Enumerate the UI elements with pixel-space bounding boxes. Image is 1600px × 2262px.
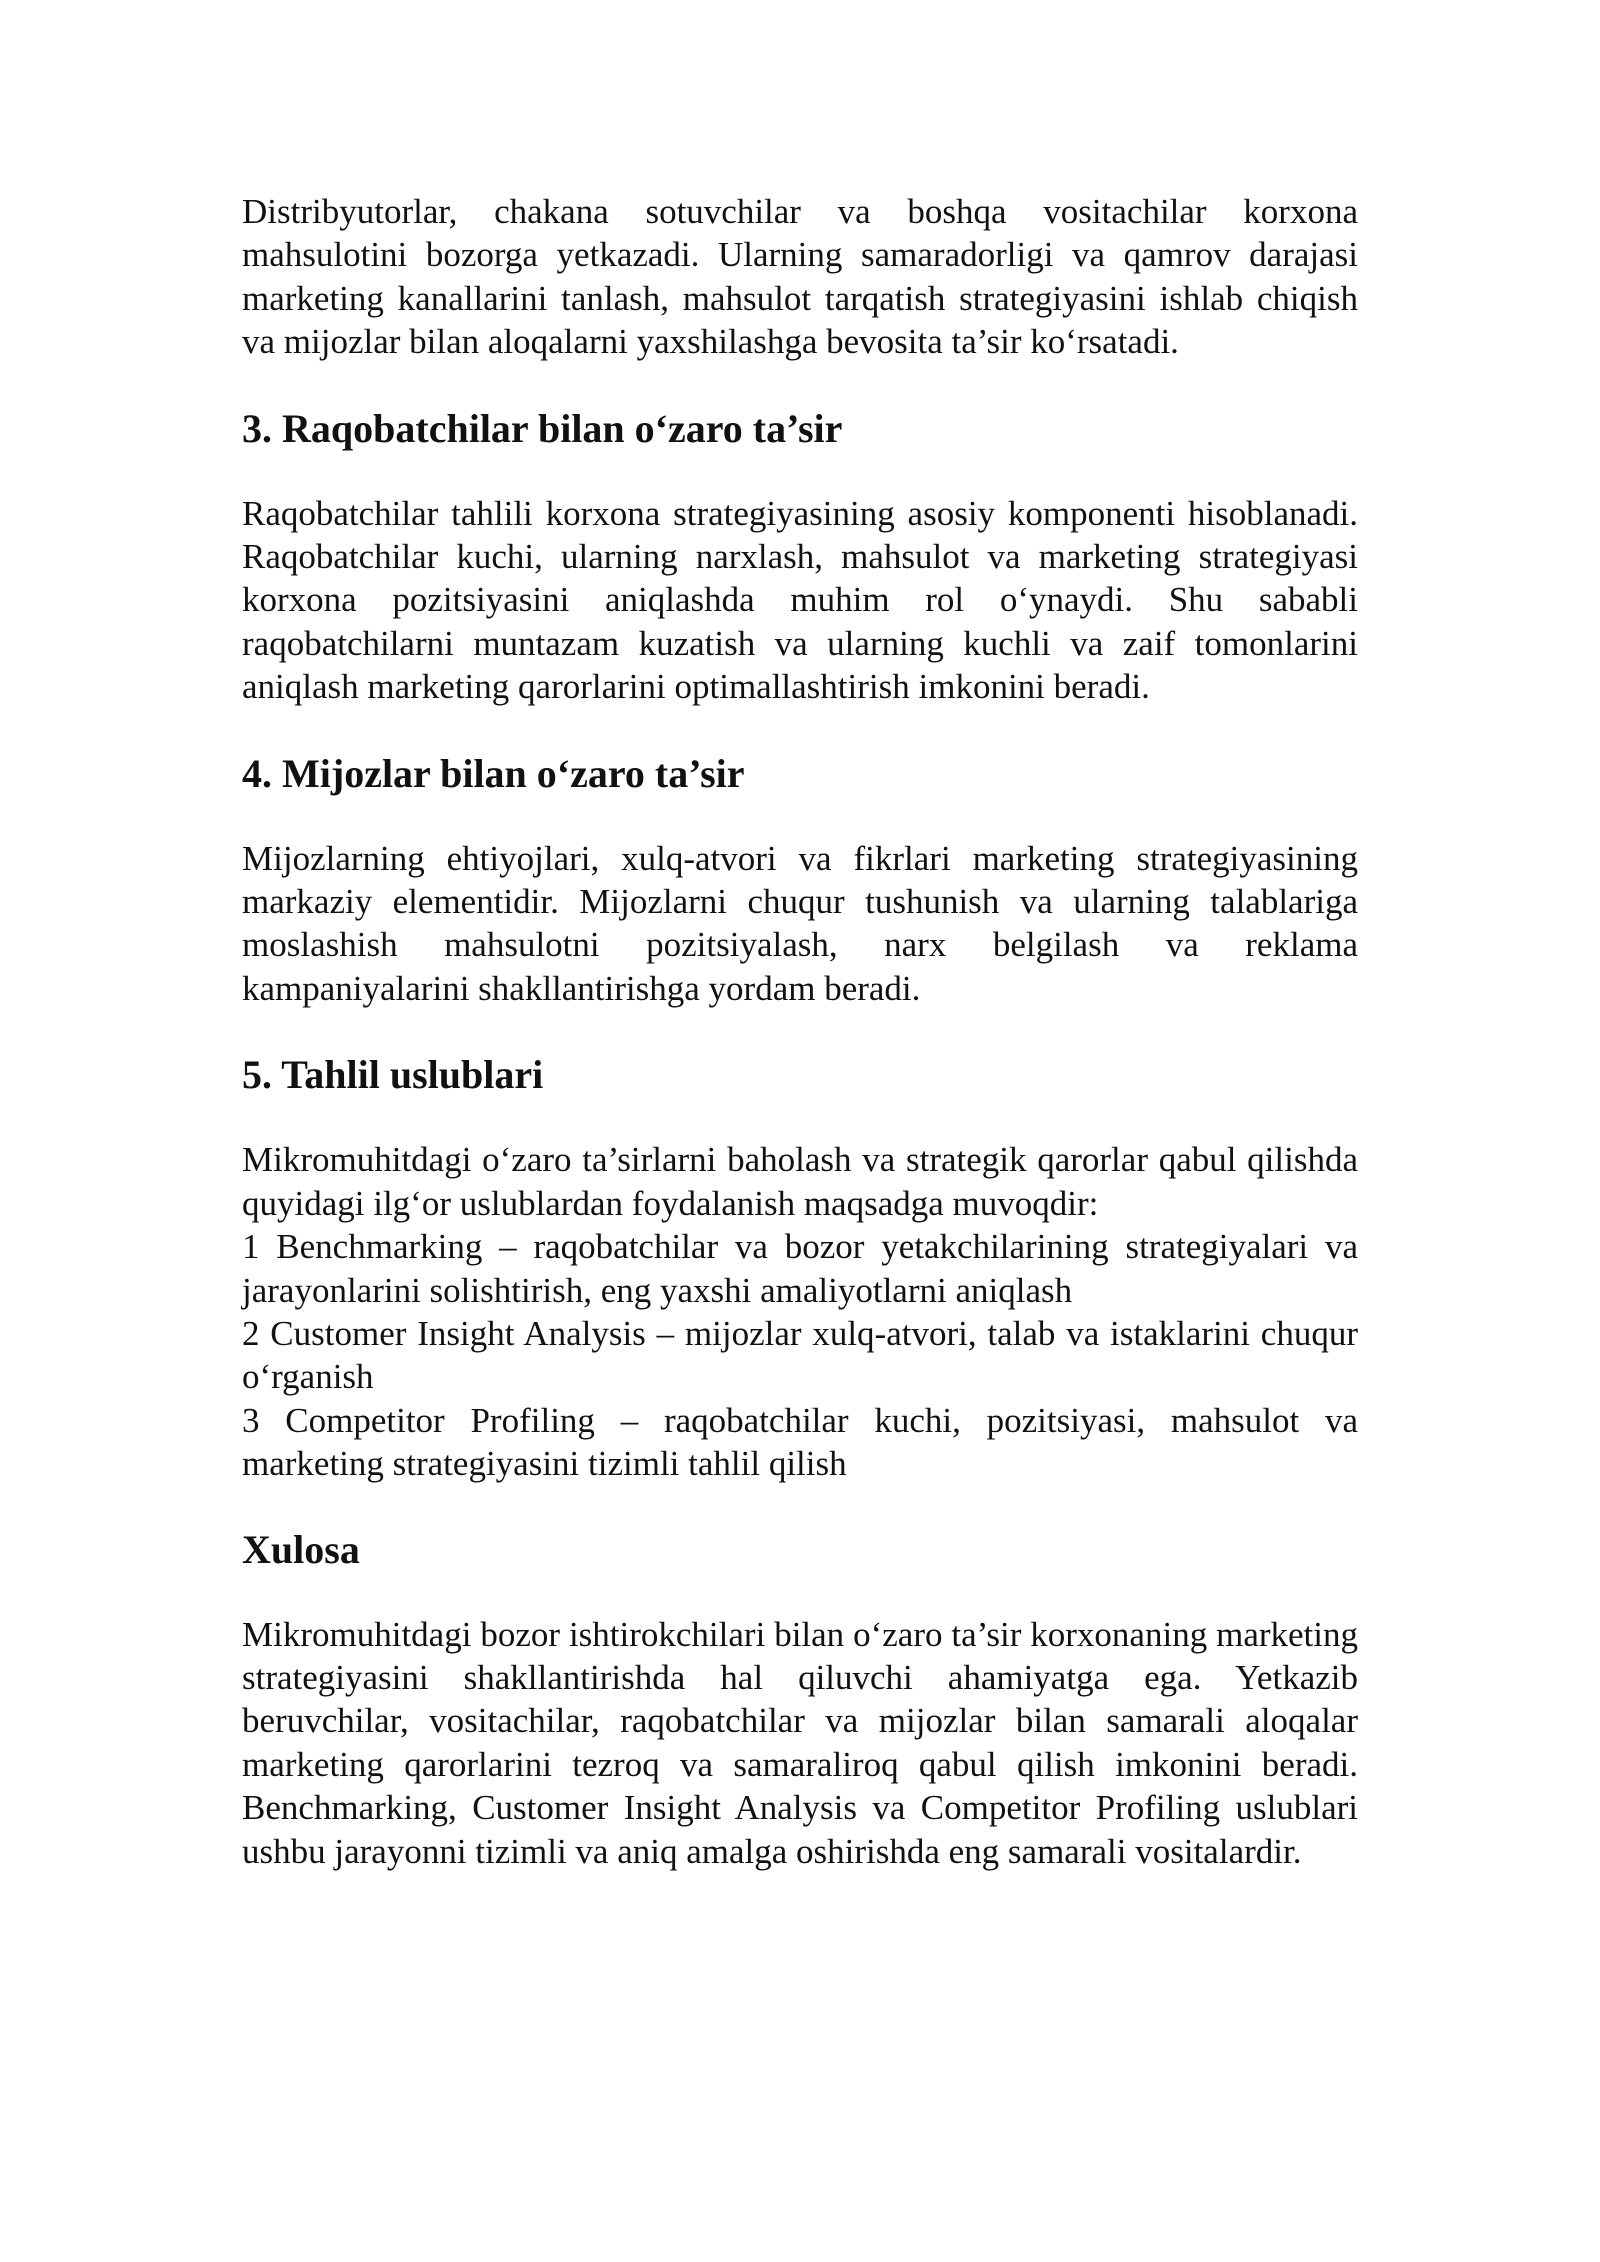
section-paragraph-competitors: Raqobatchilar tahlili korxona strategiyasining asosiy komponenti hisoblanadi. Raqobatchilar kuchi, ularning narxlash, mahsulot va marketing strategiyasi korxona pozitsiyasini aniqlashda muhim rol o‘ynaydi. Shu sababli raqobatchilarni muntazam kuzatish va ularning kuchli va zaif tomonlarini aniqlash marketing qarorlarini optimallashtirish imkonini beradi.: [242, 493, 1358, 707]
analysis-methods-lead: Mikromuhitdagi o‘zaro ta’sirlarni baholash va strategik qarorlar qabul qilishda quyidagi ilg‘or uslublardan foydalanish maqsadga muvoqdir:: [242, 1140, 1358, 1223]
analysis-methods-block: [242, 1138, 1358, 1485]
section-heading-competitors: 3. Raqobatchilar bilan o‘zaro ta’sir: [242, 405, 843, 451]
document-page: [242, 190, 1358, 1914]
section-heading-customers: 4. Mijozlar bilan o‘zaro ta’sir: [242, 750, 745, 796]
intro-paragraph: Distribyutorlar, chakana sotuvchilar va boshqa vositachilar korxona mahsulotini bozorga yetkazadi. Ularning samaradorligi va qamrov darajasi marketing kanallarini tanlash, mahsulot tarqatish strategiyasini ishlab chiqish va mijozlar bilan aloqalarni yaxshilashga bevosita ta’sir ko‘rsatadi.: [242, 192, 1358, 362]
section-paragraph-conclusion: Mikromuhitdagi bozor ishtirokchilari bilan o‘zaro ta’sir korxonaning marketing strategiyasini shakllantirishda hal qiluvchi ahamiyatga ega. Yetkazib beruvchilar, vositachilar, raqobatchilar va mijozlar bilan samarali aloqalar marketing qarorlarini tezroq va samaraliroq qabul qilish imkonini beradi. Benchmarking, Customer Insight Analysis va Competitor Profiling uslublari ushbu jarayonni tizimli va aniq amalga oshirishda eng samarali vositalardir.: [242, 1614, 1358, 1871]
section-paragraph-customers: Mijozlarning ehtiyojlari, xulq-atvori va fikrlari marketing strategiyasining markaziy elementidir. Mijozlarni chuqur tushunish va ularning talablariga moslashish mahsulotni pozitsiyalash, narx belgilash va reklama kampaniyalarini shakllantirishga yordam beradi.: [242, 838, 1358, 1008]
list-item-customer-insight: 2 Customer Insight Analysis – mijozlar xulq-atvori, talab va istaklarini chuqur o‘rganish: [242, 1313, 1358, 1397]
list-item-competitor-profiling: 3 Competitor Profiling – raqobatchilar kuchi, pozitsiyasi, mahsulot va marketing strategiyasini tizimli tahlil qilish: [242, 1400, 1358, 1484]
section-heading-analysis-methods: 5. Tahlil uslublari: [242, 1052, 544, 1098]
list-item-benchmarking: 1 Benchmarking – raqobatchilar va bozor yetakchilarining strategiyalari va jarayonlarini solishtirish, eng yaxshi amaliyotlarni aniqlash: [242, 1227, 1358, 1310]
section-heading-conclusion: Xulosa: [242, 1526, 360, 1572]
